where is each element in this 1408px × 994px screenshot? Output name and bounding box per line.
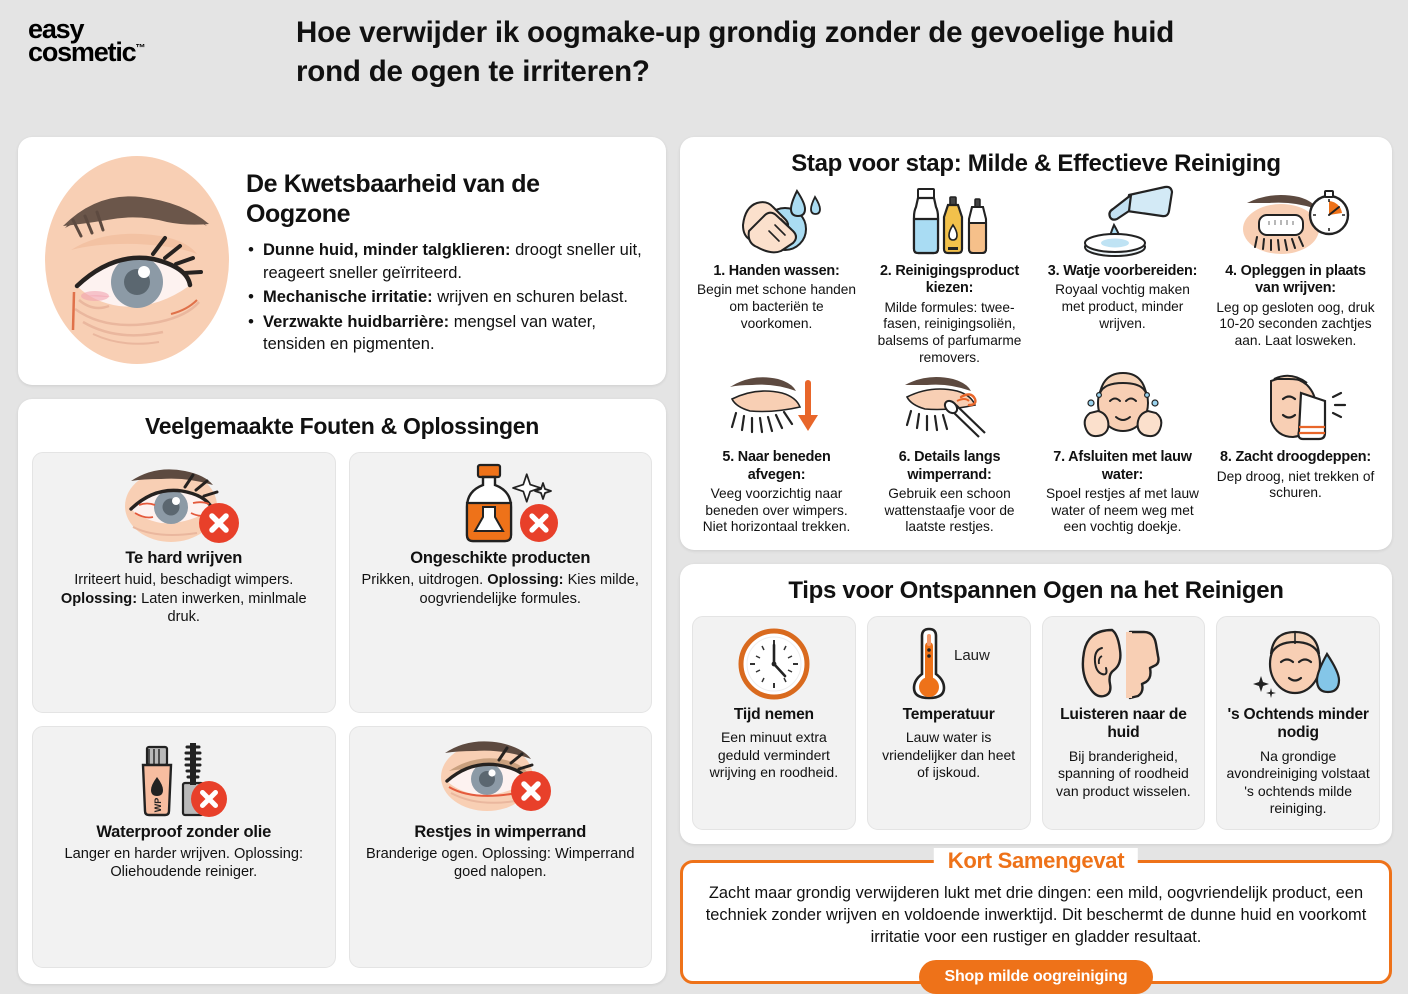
left-column — [18, 137, 666, 984]
step-desc: Leg op gesloten oog, druk 10-20 seconden zachtjes aan. Laat losweken. — [1216, 299, 1375, 348]
mistake-card-products[interactable] — [349, 452, 653, 713]
desc-post: Kies milde, oogvriendelijke formules. — [419, 572, 639, 607]
list-item — [246, 311, 648, 356]
mistakes-grid — [32, 452, 652, 968]
summary-box — [680, 847, 1392, 985]
desc-post: Laten inwerken, minlmale druk. — [137, 590, 307, 626]
step-6 — [863, 372, 1036, 536]
step-desc: Gebruik een schoon wattenstaafje voor de laatste restjes. — [884, 485, 1015, 535]
bullet-lead: Mechanische irritatie: — [263, 288, 433, 307]
tip-card-time[interactable] — [692, 616, 856, 830]
mistake-title: Ongeschikte producten — [410, 549, 591, 567]
tip-card-listen-skin[interactable] — [1042, 616, 1206, 830]
tips-panel — [680, 564, 1392, 844]
washing-hands-icon — [696, 186, 857, 260]
step-5 — [690, 372, 863, 536]
step-title: 2. Reinigingsproduct kiezen: — [879, 263, 1020, 297]
tip-card-morning[interactable] — [1216, 616, 1380, 830]
tip-temp-label: Lauw — [953, 647, 990, 665]
tip-desc: Na grondige avondreiniging volstaat 's ochtends milde reiniging. — [1226, 747, 1370, 817]
desc-bold: Oplossing: — [60, 590, 138, 607]
mistake-card-rubbing[interactable] — [32, 452, 336, 713]
step-title: 7. Afsluiten met lauw water: — [1053, 449, 1192, 483]
step-1 — [690, 186, 863, 366]
bullet-rest: droogt sneller uit, reageert sneller geïrriteerd. — [263, 241, 642, 282]
step-title: 8. Zacht droogdeppen: — [1220, 449, 1371, 466]
eyelash-line-residue-icon — [425, 735, 575, 821]
mistake-card-residue[interactable] — [349, 726, 653, 968]
tip-card-temperature[interactable] — [867, 616, 1031, 830]
desc-pre: Langer en harder wrijven. Oplossing: Oliehoudende reiniger. — [64, 845, 303, 881]
step-8 — [1209, 372, 1382, 536]
mistake-desc — [360, 845, 642, 882]
vulnerability-panel — [18, 137, 666, 385]
mistakes-title: Veelgemaakte Fouten & Oplossingen — [145, 413, 539, 439]
tip-title: Luisteren naar de huid — [1060, 706, 1187, 742]
steps-title: Stap voor stap: Milde & Effectieve Reiniging — [791, 150, 1281, 177]
ear-face-icon — [1068, 626, 1178, 702]
brand-trademark: ™ — [135, 43, 146, 55]
steps-grid — [690, 186, 1382, 536]
mistake-desc — [360, 571, 642, 608]
svg-text:WP: WP — [152, 797, 163, 812]
tip-title: Tijd nemen — [733, 706, 814, 724]
bullet-lead: Dunne huid, minder talgklieren: — [263, 241, 511, 259]
step-title: 1. Handen wassen: — [713, 263, 840, 279]
cleansing-bottles-icon — [869, 186, 1030, 260]
mistake-desc — [43, 571, 325, 627]
steps-panel — [680, 137, 1392, 550]
vulnerability-title: De Kwetsbaarheid van de Oogzone — [246, 170, 540, 228]
step-title: 6. Details langs wimperrand: — [898, 449, 1001, 483]
step-desc: Royaal vochtig maken met product, minder wrijven. — [1055, 282, 1190, 331]
wipe-downward-arrow-icon — [696, 372, 857, 446]
mistake-title: Restjes in wimperrand — [414, 822, 587, 841]
cotton-swab-lashline-icon — [869, 372, 1030, 446]
tip-desc: Lauw water is vriendelijker dan heet of ijskoud. — [882, 729, 1016, 781]
list-item — [246, 239, 648, 284]
eye-closeup-illustration — [28, 153, 246, 367]
clock-icon — [736, 626, 812, 702]
summary-label: Kort Samengevat — [934, 848, 1138, 874]
summary-text: Zacht maar grondig verwijderen lukt met drie dingen: een mild, oogvriendelijk product, een techniek zonder wrijven en voldoende inwerktijd. Dit beschermt de dunne huid en voorkomt irritatie voor een rustiger en gladder resultaat. — [705, 883, 1367, 946]
tip-desc: Bij branderigheid, spanning of roodheid van product wisselen. — [1056, 747, 1191, 799]
step-desc: Begin met schone handen om bacteriën te voorkomen. — [696, 282, 857, 331]
morning-face-drop-icon — [1243, 626, 1353, 702]
mascara-wand-icon — [109, 735, 259, 821]
irritated-eye-icon — [109, 461, 259, 547]
tip-desc: Een minuut extra geduld vermindert wrijving en roodheid. — [709, 729, 839, 781]
desc-pre: Irriteert huid, beschadigt wimpers. — [74, 572, 294, 588]
step-desc: Spoel restjes af met lauw water of neem weg met een vochtig doekje. — [1046, 485, 1199, 535]
product-bottle-icon — [425, 461, 575, 547]
step-desc: Veeg voorzichtig naar beneden over wimpers. Niet horizontaal trekken. — [702, 485, 851, 535]
step-title: 3. Watje voorbereiden: — [1047, 263, 1198, 279]
vulnerability-bullet-list — [246, 239, 648, 356]
brand-logo-line2: cosmetic — [28, 37, 136, 68]
desc-pre: Prikken, uitdrogen. — [361, 572, 488, 588]
bullet-rest: mengsel van water, tensiden en pigmenten. — [263, 312, 596, 354]
step-7 — [1036, 372, 1209, 536]
step-desc: Dep droog, niet trekken of schuren. — [1216, 468, 1375, 501]
tip-title: 's Ochtends minder nodig — [1227, 706, 1369, 742]
vulnerability-body — [246, 153, 648, 367]
content-columns — [0, 137, 1408, 984]
step-title: 4. Opleggen in plaats van wrijven: — [1225, 263, 1366, 297]
page-title: Hoe verwijder ik oogmake-up grondig zonder de gevoelige huid rond de ogen te irriteren? — [296, 16, 1175, 88]
step-title: 5. Naar beneden afvegen: — [722, 449, 831, 483]
mistakes-panel — [18, 399, 666, 984]
mistake-title: Waterproof zonder olie — [96, 822, 272, 841]
desc-bold: Oplossing: — [487, 572, 564, 588]
thermometer-icon — [894, 626, 1004, 702]
step-2 — [863, 186, 1036, 366]
step-desc: Milde formules: twee-fasen, reinigingsoliën, balsems of parfumarme removers. — [877, 299, 1022, 365]
mistake-title: Te hard wrijven — [125, 549, 243, 567]
right-column — [680, 137, 1392, 984]
pat-dry-towel-icon — [1215, 372, 1376, 446]
pad-on-eye-timer-icon — [1215, 186, 1376, 260]
brand-logo-line1: easy — [28, 14, 84, 44]
mistake-card-waterproof[interactable] — [32, 726, 336, 968]
mistake-desc — [43, 845, 325, 882]
page-header — [0, 0, 1408, 118]
rinse-face-water-icon — [1042, 372, 1203, 446]
tip-title: Temperatuur — [902, 706, 995, 724]
shop-cta-button[interactable]: Shop milde oogreiniging — [919, 960, 1154, 994]
bullet-lead: Verzwakte huidbarrière: — [263, 312, 450, 331]
desc-pre: Branderige ogen. Oplossing: Wimperrand goed nalopen. — [365, 845, 635, 881]
step-3 — [1036, 186, 1209, 366]
cotton-pad-drops-icon — [1042, 186, 1203, 260]
brand-logo[interactable] — [28, 14, 204, 68]
bullet-rest: wrijven en schuren belast. — [432, 288, 628, 307]
step-4 — [1209, 186, 1382, 366]
tips-title: Tips voor Ontspannen Ogen na het Reinigen — [788, 577, 1284, 605]
tips-grid — [692, 616, 1380, 830]
list-item — [246, 286, 648, 309]
